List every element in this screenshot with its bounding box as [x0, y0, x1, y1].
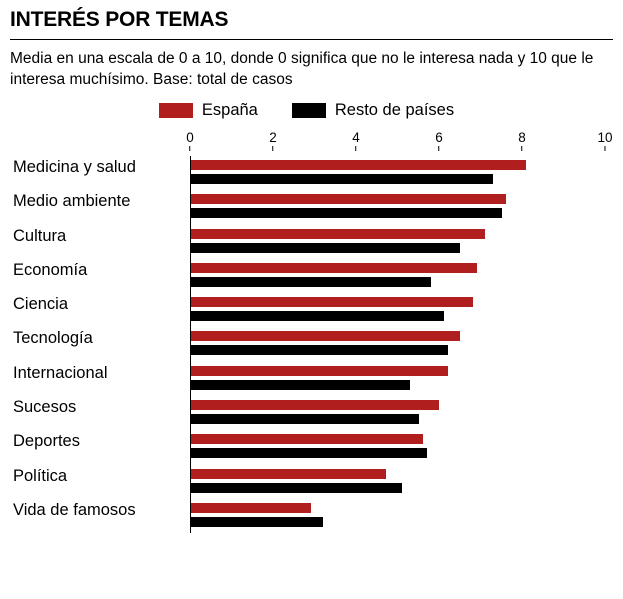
legend-item-spain: [159, 101, 258, 120]
bar-spain: [191, 503, 311, 513]
x-axis-tick: [269, 130, 277, 151]
chart-subtitle: Media en una escala de 0 a 10, donde 0 significa que no le interesa nada y 10 que le interesa muchísimo. Base: total de casos: [10, 50, 594, 89]
bar-group: [191, 229, 605, 259]
x-axis-tick-label: 10: [597, 129, 613, 145]
x-axis-tick: [435, 130, 443, 151]
x-axis-tick-mark: [189, 146, 190, 151]
category-label: Cultura: [13, 226, 67, 245]
bar-group: [191, 194, 605, 224]
bar-rest: [191, 277, 431, 287]
chart-row: [13, 327, 605, 361]
bar-group: [191, 366, 605, 396]
category-label: Sucesos: [13, 398, 77, 417]
category-label: Tecnología: [13, 329, 93, 348]
x-axis-tick: [352, 130, 360, 151]
chart-row: [13, 293, 605, 327]
title-divider: [10, 39, 613, 40]
bar-spain: [191, 400, 439, 410]
chart-row: [13, 499, 605, 533]
bar-group: [191, 263, 605, 293]
bar-rest: [191, 448, 427, 458]
bar-spain: [191, 297, 473, 307]
category-label: Internacional: [13, 363, 108, 382]
bar-spain: [191, 469, 386, 479]
bar-spain: [191, 263, 477, 273]
category-label: Medio ambiente: [13, 192, 131, 211]
bar-group: [191, 400, 605, 430]
bar-spain: [191, 331, 460, 341]
chart-row: [13, 396, 605, 430]
x-axis-tick: [597, 130, 612, 151]
bar-rest: [191, 345, 448, 355]
bar-rest: [191, 174, 493, 184]
x-axis-tick-mark: [438, 146, 439, 151]
bar-group: [191, 434, 605, 464]
chart-row: [13, 430, 605, 464]
bar-spain: [191, 160, 526, 170]
chart-page: [0, 8, 623, 599]
bar-rest: [191, 483, 402, 493]
chart-legend: [10, 101, 613, 120]
chart-row: [13, 156, 605, 190]
bar-rest: [191, 517, 323, 527]
bar-spain: [191, 194, 506, 204]
x-axis-tick: [518, 130, 526, 151]
legend-label-spain: España: [201, 100, 258, 119]
x-axis-tick-mark: [605, 146, 606, 151]
bar-rest: [191, 414, 419, 424]
bar-group: [191, 469, 605, 499]
category-label: Medicina y salud: [13, 157, 136, 176]
bar-spain: [191, 434, 423, 444]
bar-chart: [10, 130, 613, 530]
category-label: Deportes: [13, 432, 80, 451]
bar-rest: [191, 208, 502, 218]
page-title: INTERÉS POR TEMAS: [10, 8, 229, 31]
category-label: Vida de famosos: [13, 500, 136, 519]
x-axis-tick-label: 8: [518, 129, 526, 145]
bar-rest: [191, 380, 410, 390]
bar-rest: [191, 243, 460, 253]
legend-label-rest: Resto de países: [334, 100, 455, 119]
legend-swatch-rest: [292, 103, 326, 118]
chart-row: [13, 225, 605, 259]
bar-group: [191, 331, 605, 361]
bar-spain: [191, 366, 448, 376]
bar-spain: [191, 229, 485, 239]
plot-area: [13, 156, 605, 533]
x-axis-tick-label: 0: [186, 129, 194, 145]
bar-group: [191, 297, 605, 327]
x-axis-tick-label: 6: [435, 129, 443, 145]
bar-rest: [191, 311, 444, 321]
x-axis-tick-mark: [355, 146, 356, 151]
x-axis-tick: [186, 130, 194, 151]
legend-swatch-spain: [159, 103, 193, 118]
chart-row: [13, 259, 605, 293]
x-axis-tick-mark: [521, 146, 522, 151]
category-label: Política: [13, 466, 68, 485]
category-label: Ciencia: [13, 295, 69, 314]
chart-row: [13, 465, 605, 499]
x-axis-tick-label: 4: [352, 129, 360, 145]
legend-item-rest: [292, 101, 454, 120]
x-axis-tick-label: 2: [269, 129, 277, 145]
x-axis: [186, 129, 613, 156]
category-label: Economía: [13, 260, 88, 279]
bar-group: [191, 503, 605, 533]
chart-row: [13, 362, 605, 396]
chart-row: [13, 190, 605, 224]
bar-group: [191, 160, 605, 190]
x-axis-tick-mark: [272, 146, 273, 151]
